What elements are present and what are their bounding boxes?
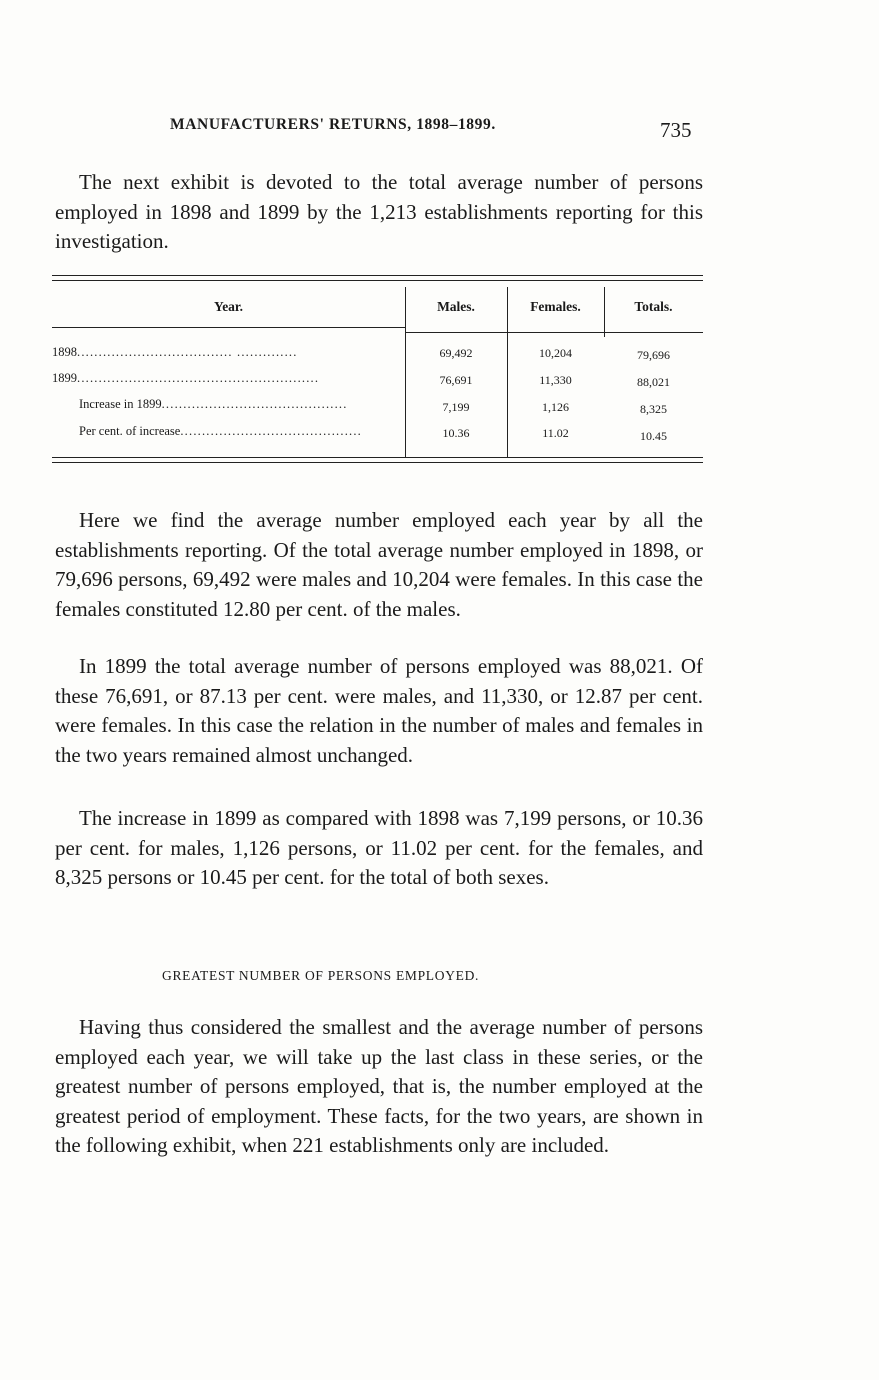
paragraph-greatest: Having thus considered the smallest and the average number of persons employed each year, we will take up the last class in these series, or the greatest number of persons employed, that is, the number employed at the greatest period of employment. These facts, for the two years, are shown in the following exhibit, when 221 establishments only are included. (55, 1015, 703, 1158)
employment-table (52, 275, 703, 465)
row-label-1898: 1898 (52, 345, 77, 359)
leader-dots: .................................... .............. (77, 345, 298, 359)
col-header-year: Year. (213, 299, 244, 314)
leader-dots: ........................................... (161, 397, 348, 411)
cell-totals-increase: 8,325 (640, 402, 667, 416)
cell-females-increase: 1,126 (542, 400, 569, 414)
cell-females-1899: 11,330 (539, 373, 572, 387)
table-bottom-rule-2 (52, 462, 703, 463)
table-row-label (79, 424, 404, 439)
cell-females-percent: 11.02 (542, 426, 569, 440)
col-header-females: Females. (530, 299, 581, 314)
cell-totals-percent: 10.45 (640, 429, 667, 443)
leader-dots: .......................................... (180, 424, 362, 438)
col-header-males: Males. (437, 299, 475, 314)
cell-females-1898: 10,204 (539, 346, 572, 360)
cell-males-increase: 7,199 (442, 400, 470, 414)
row-label-percent: Per cent. of increase (79, 424, 181, 438)
row-label-increase: Increase in 1899 (79, 397, 162, 411)
paragraph-intro: The next exhibit is devoted to the total average number of persons employed in 1898 and 1899 by the 1,213 establishments reporting for this investigation. (55, 170, 703, 254)
table-row-label (79, 397, 404, 412)
table-row-label (52, 345, 404, 360)
header-underline-2 (405, 332, 703, 333)
cell-totals-1899: 88,021 (637, 375, 670, 389)
section-subheading: GREATEST NUMBER OF PERSONS EMPLOYED. (162, 968, 480, 983)
paragraph-1899: In 1899 the total average number of persons employed was 88,021. Of these 76,691, or 87.13 per cent. were males, and 11,330, or 12.87 per cent. were females. In this case the relation in the number of males and females in the two years remained almost unchanged. (55, 654, 703, 767)
table-top-rule-2 (52, 280, 703, 281)
cell-males-percent: 10.36 (442, 426, 470, 440)
table-row-label (52, 371, 404, 386)
leader-dots: ........................................................ (77, 371, 320, 385)
cell-totals-1898: 79,696 (637, 348, 670, 362)
page-number: 735 (660, 118, 692, 142)
col-header-totals: Totals. (634, 299, 673, 314)
header-underline (52, 327, 405, 328)
cell-males-1898: 69,492 (439, 346, 473, 360)
table-top-rule (52, 275, 703, 276)
paragraph-increase: The increase in 1899 as compared with 1898 was 7,199 persons, or 10.36 per cent. for males, 1,126 persons, or 11.02 per cent. for the females, and 8,325 persons or 10.45 per cent. for the total of both sexes. (55, 806, 703, 890)
running-header: MANUFACTURERS' RETURNS, 1898–1899. (170, 116, 496, 133)
row-label-1899: 1899 (52, 371, 77, 385)
cell-males-1899: 76,691 (439, 373, 473, 387)
paragraph-1898: Here we find the average number employed each year by all the establishments reporting. Of the total average number employed in 1898, or 79,696 persons, 69,492 were males and 10,204 were females. In this case the females constituted 12.80 per cent. of the males. (55, 508, 703, 621)
table-bottom-rule (52, 457, 703, 458)
